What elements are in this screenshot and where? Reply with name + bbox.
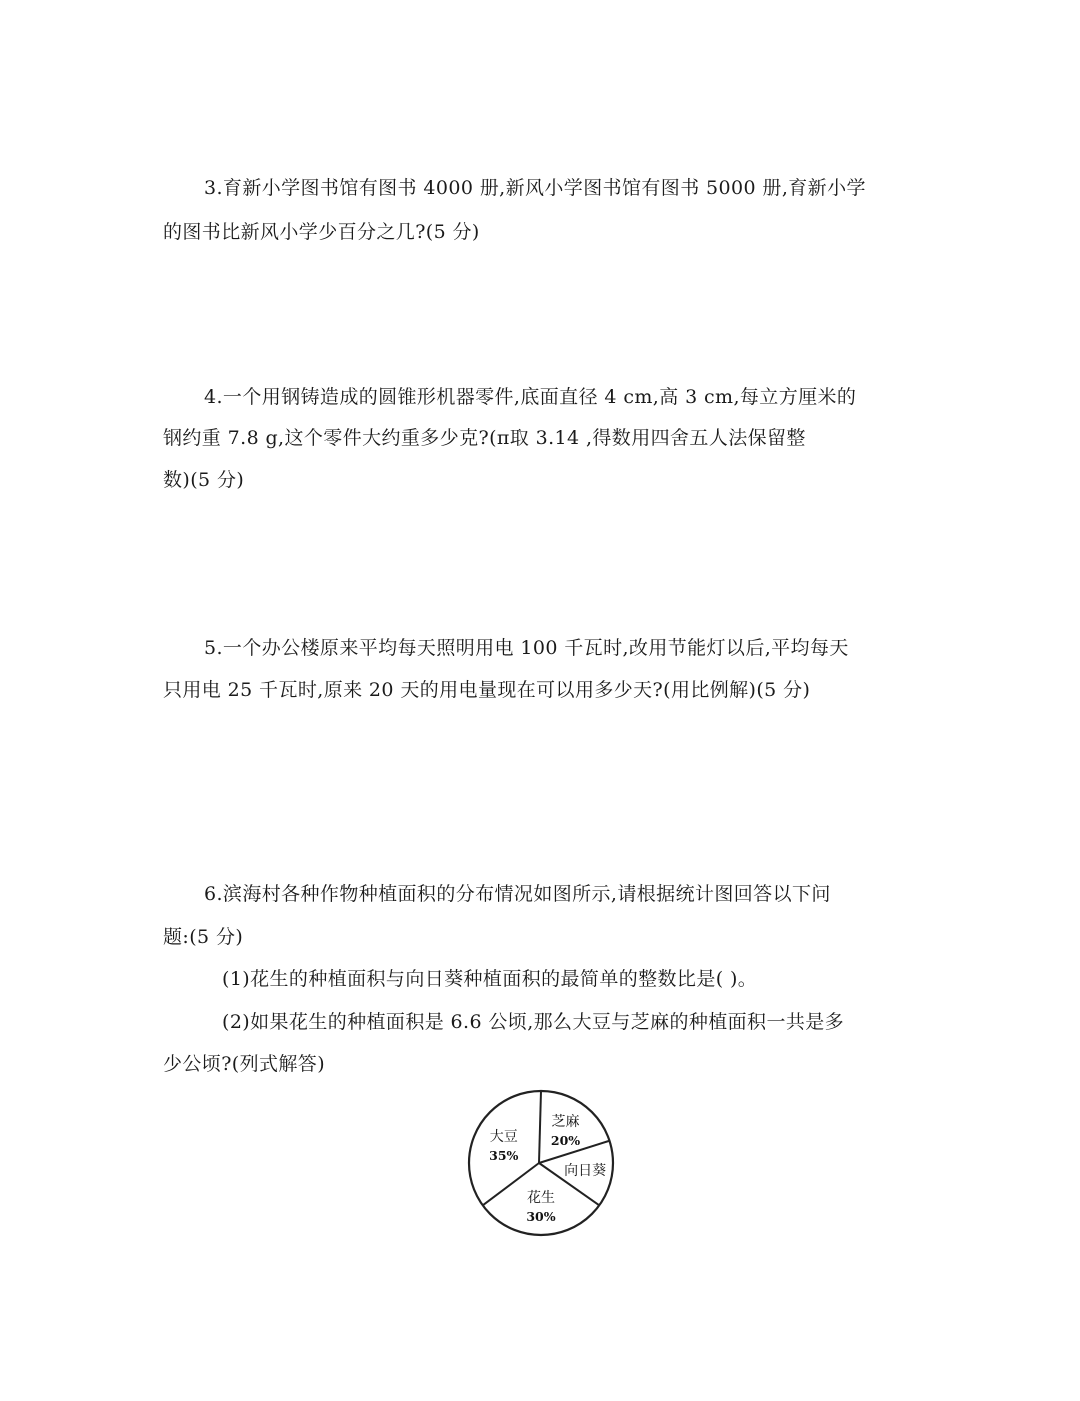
pie-chart bbox=[466, 1088, 616, 1238]
question-6-subquestion-2-line-1: (2)如果花生的种植面积是 6.6 公顷,那么大豆与芝麻的种植面积一共是多 bbox=[222, 1011, 845, 1033]
question-3-line-2: 的图书比新风小学少百分之几?(5 分) bbox=[163, 221, 480, 243]
question-4-line-3: 数)(5 分) bbox=[163, 469, 245, 491]
question-5-line-2: 只用电 25 千瓦时,原来 20 天的用电量现在可以用多少天?(用比例解)(5 分) bbox=[163, 679, 811, 701]
question-5-line-1: 5.一个办公楼原来平均每天照明用电 100 千瓦时,改用节能灯以后,平均每天 bbox=[204, 637, 849, 659]
pie-slice-name: 芝麻 bbox=[551, 1114, 580, 1131]
pie-chart-svg bbox=[466, 1088, 616, 1238]
pie-slice-name: 向日葵 bbox=[564, 1162, 607, 1179]
question-4-line-2: 钢约重 7.8 g,这个零件大约重多少克?(π取 3.14 ,得数用四舍五人法保留整 bbox=[163, 427, 806, 449]
pie-slice-name: 花生 bbox=[527, 1189, 555, 1206]
pie-slice-name: 大豆 bbox=[489, 1129, 518, 1146]
pie-slice-percent: 30% bbox=[526, 1208, 556, 1224]
question-6-subquestion-1: (1)花生的种植面积与向日葵种植面积的最简单的整数比是( )。 bbox=[222, 968, 758, 990]
question-3-line-1: 3.育新小学图书馆有图书 4000 册,新风小学图书馆有图书 5000 册,育新小学 bbox=[204, 177, 866, 199]
question-6-line-2: 题:(5 分) bbox=[163, 926, 244, 948]
question-4-line-1: 4.一个用钢铸造成的圆锥形机器零件,底面直径 4 cm,高 3 cm,每立方厘米的 bbox=[204, 386, 857, 408]
question-6-line-1: 6.滨海村各种作物种植面积的分布情况如图所示,请根据统计图回答以下问 bbox=[204, 883, 831, 905]
pie-slice-percent: 35% bbox=[489, 1148, 519, 1164]
pie-slice-percent: 20% bbox=[550, 1133, 581, 1149]
question-6-subquestion-2-line-2: 少公顷?(列式解答) bbox=[163, 1053, 326, 1075]
